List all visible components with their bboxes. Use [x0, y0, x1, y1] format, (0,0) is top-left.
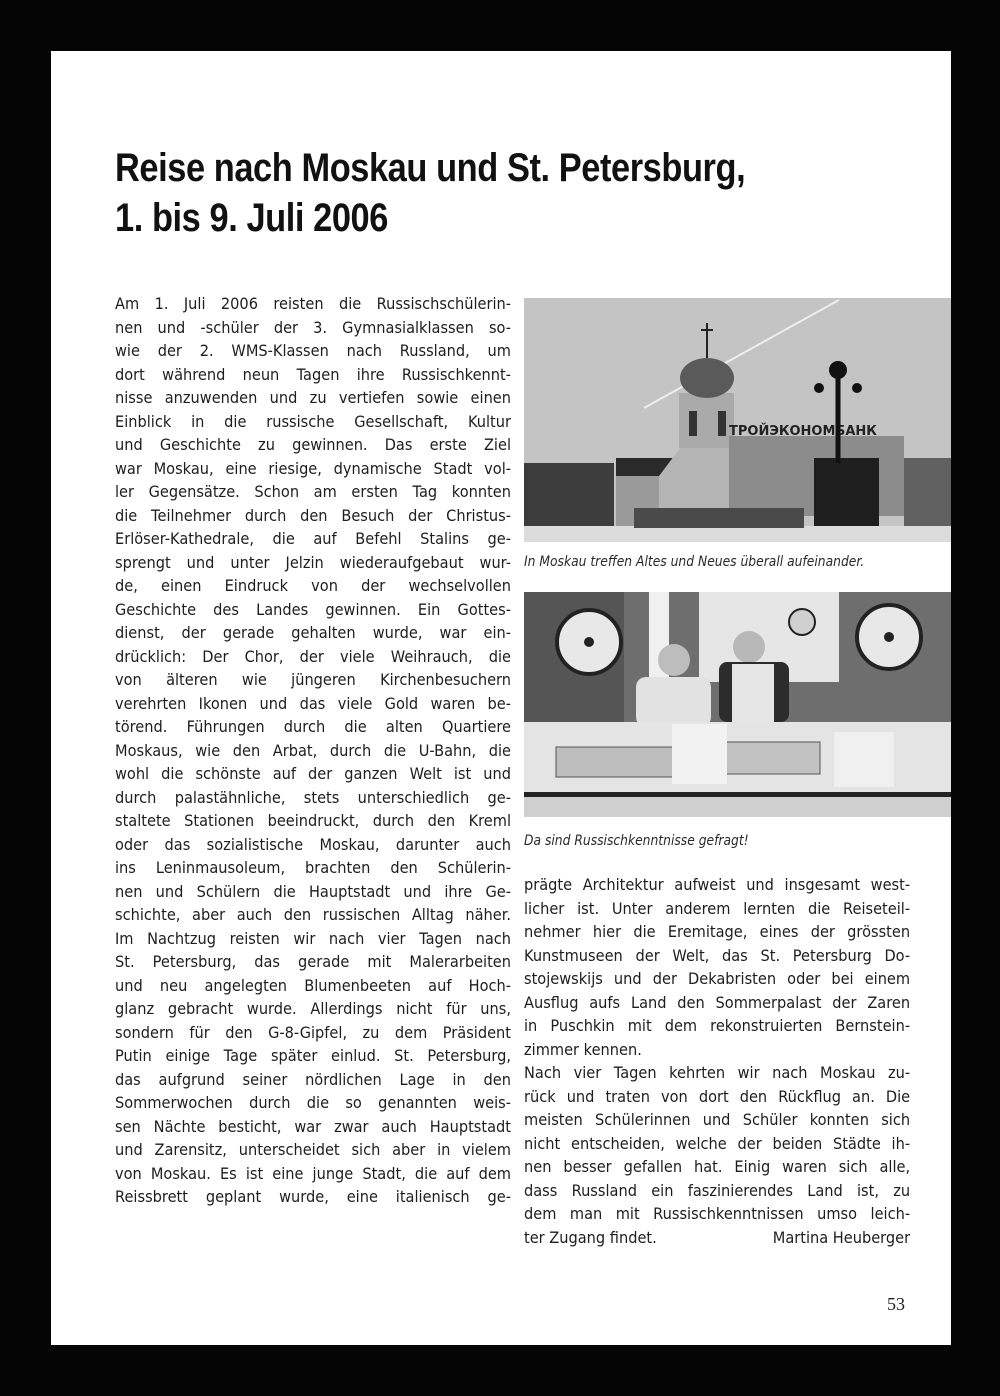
- text-line: schichte, aber auch den russischen Alltag näher.: [115, 905, 511, 924]
- text-line: nehmer hier die Eremitage, eines der grössten: [524, 922, 911, 941]
- text-line: und Zarensitz, unterscheidet sich aber in vielem: [115, 1140, 511, 1159]
- market-photo-illustration: [524, 592, 951, 817]
- text-line: und neu angelegten Blumenbeeten auf Hoch-: [115, 975, 511, 995]
- final-sentence: ter Zugang findet.: [524, 1227, 657, 1247]
- text-line: oder das sozialistische Moskau, darunter auch: [115, 834, 511, 854]
- text-line: Geschichte des Landes gewinnen. Ein Gottes-: [115, 599, 511, 619]
- text-line: die Teilnehmer durch den Besuch der Christus-: [115, 505, 511, 525]
- document-page: [51, 51, 951, 1345]
- text-line: durch palastähnliche, stets unterschiedlich ge-: [115, 787, 511, 807]
- text-line: törend. Führungen durch die alten Quartiere: [115, 717, 511, 736]
- page-number: 53: [887, 1294, 905, 1314]
- text-line: prägte Architektur aufweist und insgesamt west-: [524, 875, 911, 894]
- text-line: sprengt und unter Jelzin wiederaufgebaut wur-: [115, 552, 511, 572]
- text-line: dort während neun Tagen ihre Russischkennt-: [115, 364, 511, 384]
- text-line: dienst, der gerade gehalten wurde, war ein-: [115, 623, 511, 642]
- text-line: Putin einige Tage später einlud. St. Petersburg,: [115, 1046, 511, 1065]
- text-line: in Puschkin mit dem rekonstruierten Bernstein-: [524, 1016, 911, 1035]
- text-line: Moskaus, wie den Arbat, durch die U-Bahn, die: [115, 740, 511, 760]
- text-line: Ausflug aufs Land den Sommerpalast der Zaren: [524, 992, 911, 1012]
- text-line: wie der 2. WMS-Klassen nach Russland, um: [115, 341, 511, 360]
- text-line: von älteren wie jüngeren Kirchenbesuchern: [115, 670, 511, 689]
- text-line: sondern für den G-8-Gipfel, zu dem Präsident: [115, 1022, 511, 1042]
- title-line-2: 1. bis 9. Juli 2006: [115, 196, 388, 240]
- text-line: nen besser gefallen hat. Einig waren sich alle,: [524, 1157, 911, 1176]
- text-line: nicht entscheiden, welche der beiden Städte ih-: [524, 1133, 911, 1153]
- author-name: Martina Heuberger: [772, 1227, 911, 1247]
- text-line: Nach vier Tagen kehrten wir nach Moskau zu-: [524, 1063, 911, 1082]
- text-line: Kunstmuseen der Welt, das St. Petersburg Do-: [524, 945, 911, 965]
- text-line: Erlöser-Kathedrale, die auf Befehl Stalins ge-: [115, 529, 511, 548]
- text-line: Reissbrett geplant wurde, eine italienisch ge-: [115, 1187, 511, 1206]
- text-line: de, einen Eindruck von der wechselvollen: [115, 576, 511, 595]
- text-line: dem man mit Russischkenntnissen umso leich-: [524, 1204, 911, 1223]
- text-line: ler Gegensätze. Schon am ersten Tag konnten: [115, 482, 511, 501]
- text-line: nisse anzuwenden und zu vertiefen sowie einen: [115, 388, 511, 407]
- photo-market-vendors: [524, 592, 951, 817]
- church-photo-illustration: [524, 298, 951, 542]
- text-line: staltete Stationen beeindruckt, durch den Kreml: [115, 811, 511, 830]
- text-line: St. Petersburg, das gerade mit Malerarbeiten: [115, 952, 511, 971]
- text-line: Im Nachtzug reisten wir nach vier Tagen nach: [115, 928, 511, 948]
- photo-caption-1: In Moskau treffen Altes und Neues überall aufeinander.: [524, 554, 865, 570]
- article-title: [115, 143, 803, 243]
- svg-text:ТРОЙЭКОНОМБАНК: ТРОЙЭКОНОМБАНК: [729, 424, 877, 439]
- text-line: meisten Schülerinnen und Schüler konnten sich: [524, 1110, 911, 1129]
- text-line: dass Russland ein faszinierendes Land ist, zu: [524, 1180, 911, 1200]
- closing-line: [524, 1226, 910, 1250]
- text-line: von Moskau. Es ist eine junge Stadt, die auf dem: [115, 1163, 511, 1183]
- text-line: ins Leninmausoleum, brachten den Schülerin-: [115, 858, 511, 877]
- photo-moscow-church: [524, 298, 951, 542]
- text-line: sen Nächte besticht, war zwar auch Hauptstadt: [115, 1116, 511, 1136]
- left-text-column: [115, 292, 511, 1209]
- text-line: licher ist. Unter anderem lernten die Reiseteil-: [524, 898, 911, 918]
- right-text-column: [524, 873, 910, 1249]
- text-line: stojewskijs und der Dekabristen oder bei einem: [524, 969, 911, 988]
- text-line: nen und -schüler der 3. Gymnasialklassen so-: [115, 317, 511, 337]
- text-line: nen und Schülern die Hauptstadt und ihre Ge-: [115, 881, 511, 901]
- text-line: Einblick in die russische Gesellschaft, Kultur: [115, 411, 511, 431]
- text-line: und Geschichte zu gewinnen. Das erste Ziel: [115, 435, 511, 454]
- text-line: drücklich: Der Chor, der viele Weihrauch, die: [115, 646, 511, 666]
- text-line: verehrten Ikonen und das viele Gold waren be-: [115, 693, 511, 713]
- text-line: das aufgrund seiner nördlichen Lage in den: [115, 1069, 511, 1089]
- text-line: Am 1. Juli 2006 reisten die Russischschülerin-: [115, 294, 511, 313]
- photo-caption-2: Da sind Russischkenntnisse gefragt!: [524, 833, 749, 849]
- text-line: rück und traten von dort den Rückflug an. Die: [524, 1086, 911, 1106]
- text-line: Sommerwochen durch die so genannten weis-: [115, 1093, 511, 1112]
- text-line: war Moskau, eine riesige, dynamische Stadt vol-: [115, 458, 511, 478]
- title-line-1: Reise nach Moskau und St. Petersburg,: [115, 146, 746, 190]
- text-line: glanz gebracht wurde. Allerdings nicht für uns,: [115, 999, 511, 1018]
- text-line: zimmer kennen.: [524, 1039, 642, 1059]
- text-line: wohl die schönste auf der ganzen Welt ist und: [115, 764, 511, 783]
